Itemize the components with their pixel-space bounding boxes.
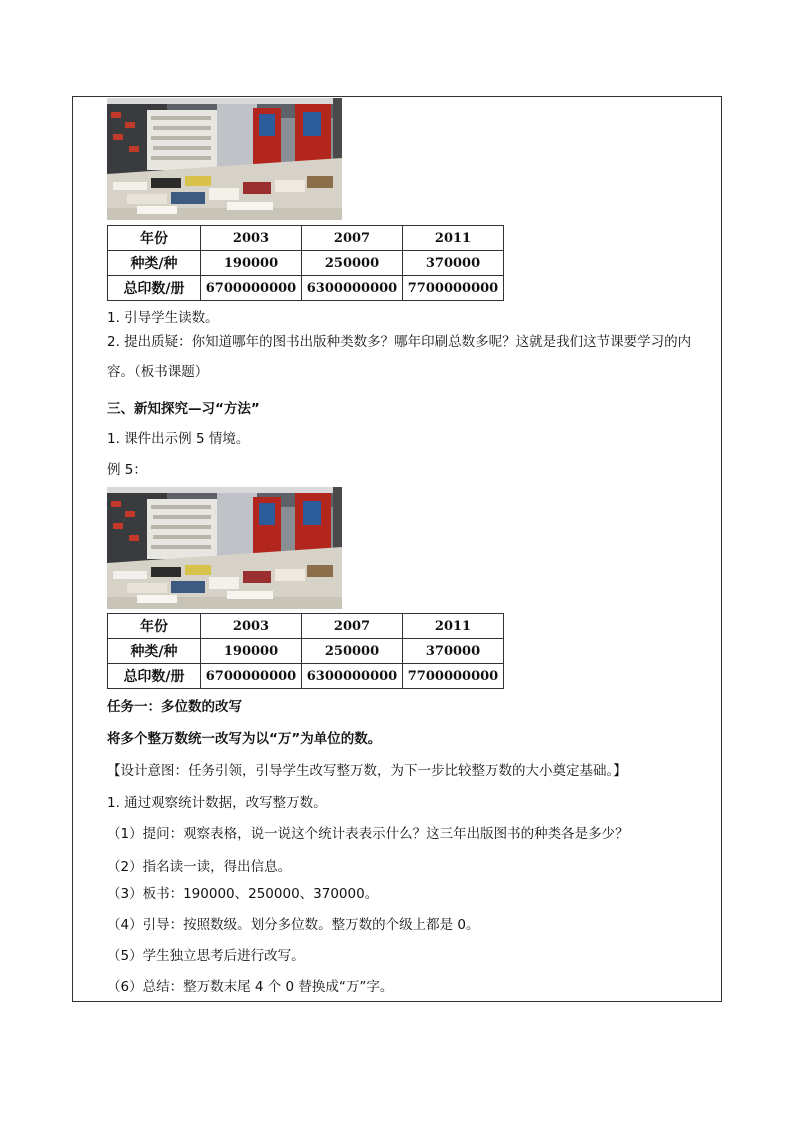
sub-step-3: （3）板书：190000、250000、370000。 xyxy=(107,886,379,902)
value-cell: 7700000000 xyxy=(403,664,504,689)
year-cell: 2003 xyxy=(201,226,302,251)
sub-step-1: （1）提问：观察表格，说一说这个统计表表示什么？这三年出版图书的种类各是多少？ xyxy=(107,826,629,842)
value-cell: 370000 xyxy=(403,639,504,664)
example-label: 例 5： xyxy=(107,462,147,478)
step-read-numbers: 1. 引导学生读数。 xyxy=(107,310,219,326)
year-cell: 2007 xyxy=(302,614,403,639)
step-show-example: 1. 课件出示例 5 情境。 xyxy=(107,431,250,447)
value-cell: 7700000000 xyxy=(403,276,504,301)
table-row xyxy=(108,639,504,664)
value-cell: 250000 xyxy=(302,639,403,664)
table-row xyxy=(108,226,504,251)
stats-table xyxy=(107,225,504,301)
value-cell: 6300000000 xyxy=(302,664,403,689)
step-observe: 1. 通过观察统计数据，改写整万数。 xyxy=(107,795,327,811)
step-question: 2. 提出质疑：你知道哪年的图书出版种类数多？哪年印刷总数多呢？这就是我们这节课要学习的内容。（板书课题） xyxy=(107,334,692,380)
table-row xyxy=(108,251,504,276)
row-label: 总印数/册 xyxy=(108,664,201,689)
sub-step-6: （6）总结：整万数末尾 4 个 0 替换成“万”字。 xyxy=(107,979,394,995)
section-heading: 三、新知探究—习“方法” xyxy=(107,401,260,417)
header-label: 年份 xyxy=(108,226,201,251)
task-goal: 将多个整万数统一改写为以“万”为单位的数。 xyxy=(107,731,382,747)
bookstore-photo xyxy=(107,487,342,609)
stats-table xyxy=(107,613,504,689)
sub-step-4: （4）引导：按照数级。划分多位数。整万数的个级上都是 0。 xyxy=(107,917,480,933)
year-cell: 2007 xyxy=(302,226,403,251)
value-cell: 370000 xyxy=(403,251,504,276)
value-cell: 190000 xyxy=(201,251,302,276)
bookstore-photo xyxy=(107,98,342,220)
table-row xyxy=(108,276,504,301)
row-label: 总印数/册 xyxy=(108,276,201,301)
task-title: 任务一：多位数的改写 xyxy=(107,699,242,715)
value-cell: 250000 xyxy=(302,251,403,276)
sub-step-2: （2）指名读一读，得出信息。 xyxy=(107,859,292,875)
design-intent: 【设计意图：任务引领，引导学生改写整万数，为下一步比较整万数的大小奠定基础。】 xyxy=(107,763,627,779)
value-cell: 190000 xyxy=(201,639,302,664)
sub-step-5: （5）学生独立思考后进行改写。 xyxy=(107,948,305,964)
year-cell: 2003 xyxy=(201,614,302,639)
row-label: 种类/种 xyxy=(108,639,201,664)
value-cell: 6700000000 xyxy=(201,664,302,689)
table-row xyxy=(108,664,504,689)
year-cell: 2011 xyxy=(403,614,504,639)
header-label: 年份 xyxy=(108,614,201,639)
year-cell: 2011 xyxy=(403,226,504,251)
value-cell: 6300000000 xyxy=(302,276,403,301)
table-row xyxy=(108,614,504,639)
row-label: 种类/种 xyxy=(108,251,201,276)
value-cell: 6700000000 xyxy=(201,276,302,301)
